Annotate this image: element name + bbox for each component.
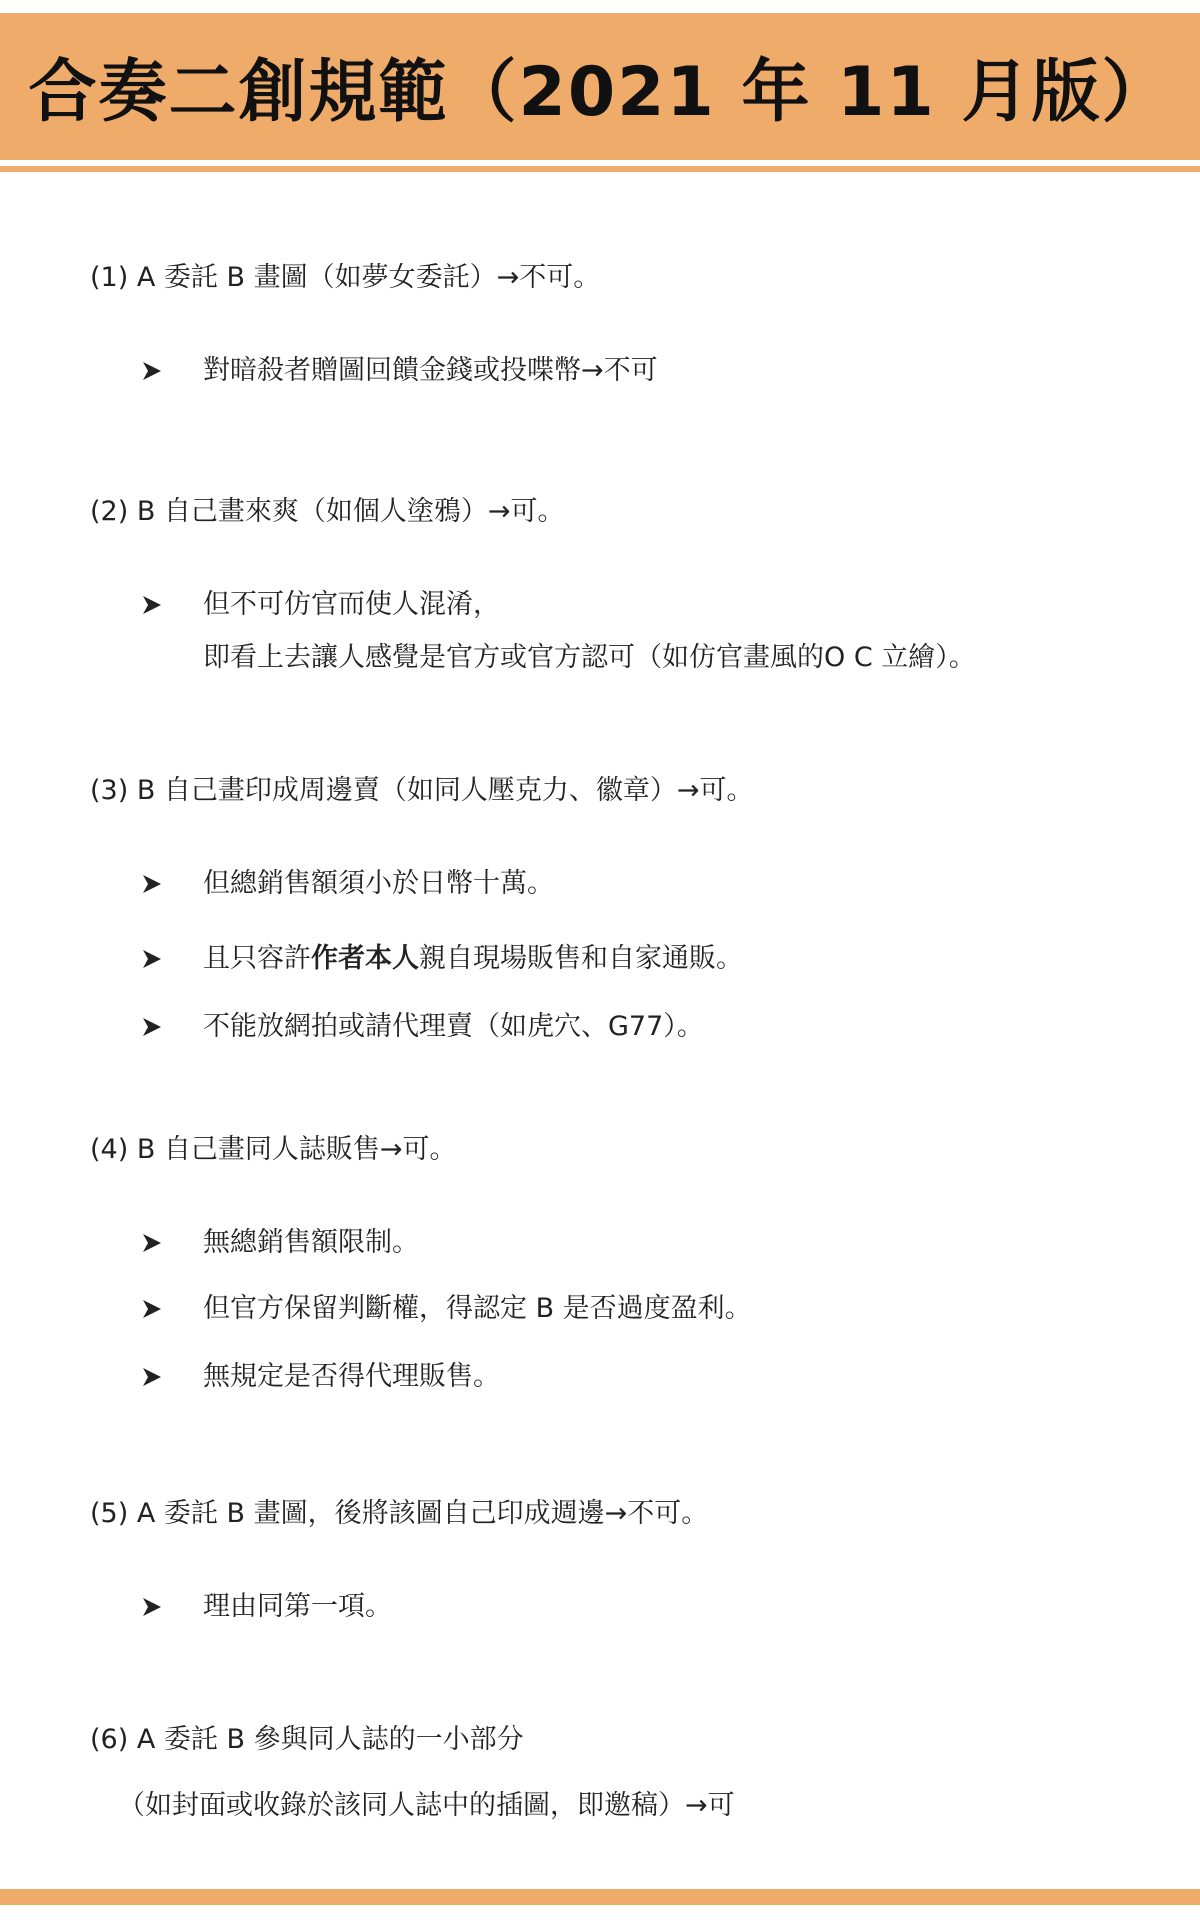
rule-3-note-3: 不能放網拍或請代理賣（如虎穴、G77）。 bbox=[203, 1011, 704, 1042]
rule-3-note-1: 但總銷售額須小於日幣十萬。 bbox=[203, 868, 554, 899]
bottom-divider bbox=[0, 1889, 1200, 1905]
rule-4-note-2: 但官方保留判斷權，得認定 B 是否過度盈利。 bbox=[203, 1293, 752, 1324]
arrowhead-bullet-icon bbox=[140, 593, 164, 617]
rule-2-heading: (2) B 自己畫來爽（如個人塗鴉）→可。 bbox=[90, 496, 565, 527]
rule-6-continuation: （如封面或收錄於該同人誌中的插圖，即邀稿）→可 bbox=[118, 1790, 735, 1821]
rule-3-note-2-before: 且只容許 bbox=[203, 943, 311, 974]
rule-3-note-2 bbox=[203, 942, 743, 976]
arrowhead-bullet-icon bbox=[140, 1297, 164, 1321]
rule-3-note-2-emphasis: 作者本人 bbox=[311, 943, 419, 974]
arrowhead-bullet-icon bbox=[140, 1015, 164, 1039]
arrowhead-bullet-icon bbox=[140, 1365, 164, 1389]
rule-4-note-3: 無規定是否得代理販售。 bbox=[203, 1361, 500, 1392]
rule-5-heading: (5) A 委託 B 畫圖，後將該圖自己印成週邊→不可。 bbox=[90, 1498, 709, 1529]
arrowhead-bullet-icon bbox=[140, 872, 164, 896]
arrowhead-bullet-icon bbox=[140, 1231, 164, 1255]
rule-2-note-1-cont: 即看上去讓人感覺是官方或官方認可（如仿官畫風的O C 立繪）。 bbox=[203, 642, 976, 673]
rule-5-note-1: 理由同第一項。 bbox=[203, 1591, 392, 1622]
arrowhead-bullet-icon bbox=[140, 947, 164, 971]
page-title: 合奏二創規範（2021 年 11 月版） bbox=[28, 53, 1172, 132]
rule-6-heading: (6) A 委託 B 參與同人誌的一小部分 bbox=[90, 1724, 524, 1755]
arrowhead-bullet-icon bbox=[140, 1595, 164, 1619]
rule-3-note-2-after: 親自現場販售和自家通販。 bbox=[419, 943, 743, 974]
rule-1-heading: (1) A 委託 B 畫圖（如夢女委託）→不可。 bbox=[90, 262, 601, 293]
rule-3-heading: (3) B 自己畫印成周邊賣（如同人壓克力、徽章）→可。 bbox=[90, 775, 754, 806]
rule-4-note-1: 無總銷售額限制。 bbox=[203, 1227, 419, 1258]
rule-2-note-1: 但不可仿官而使人混淆， bbox=[203, 589, 500, 620]
rule-4-heading: (4) B 自己畫同人誌販售→可。 bbox=[90, 1134, 457, 1165]
rule-1-note-1: 對暗殺者贈圖回饋金錢或投喋幣→不可 bbox=[203, 355, 658, 386]
arrowhead-bullet-icon bbox=[140, 359, 164, 383]
